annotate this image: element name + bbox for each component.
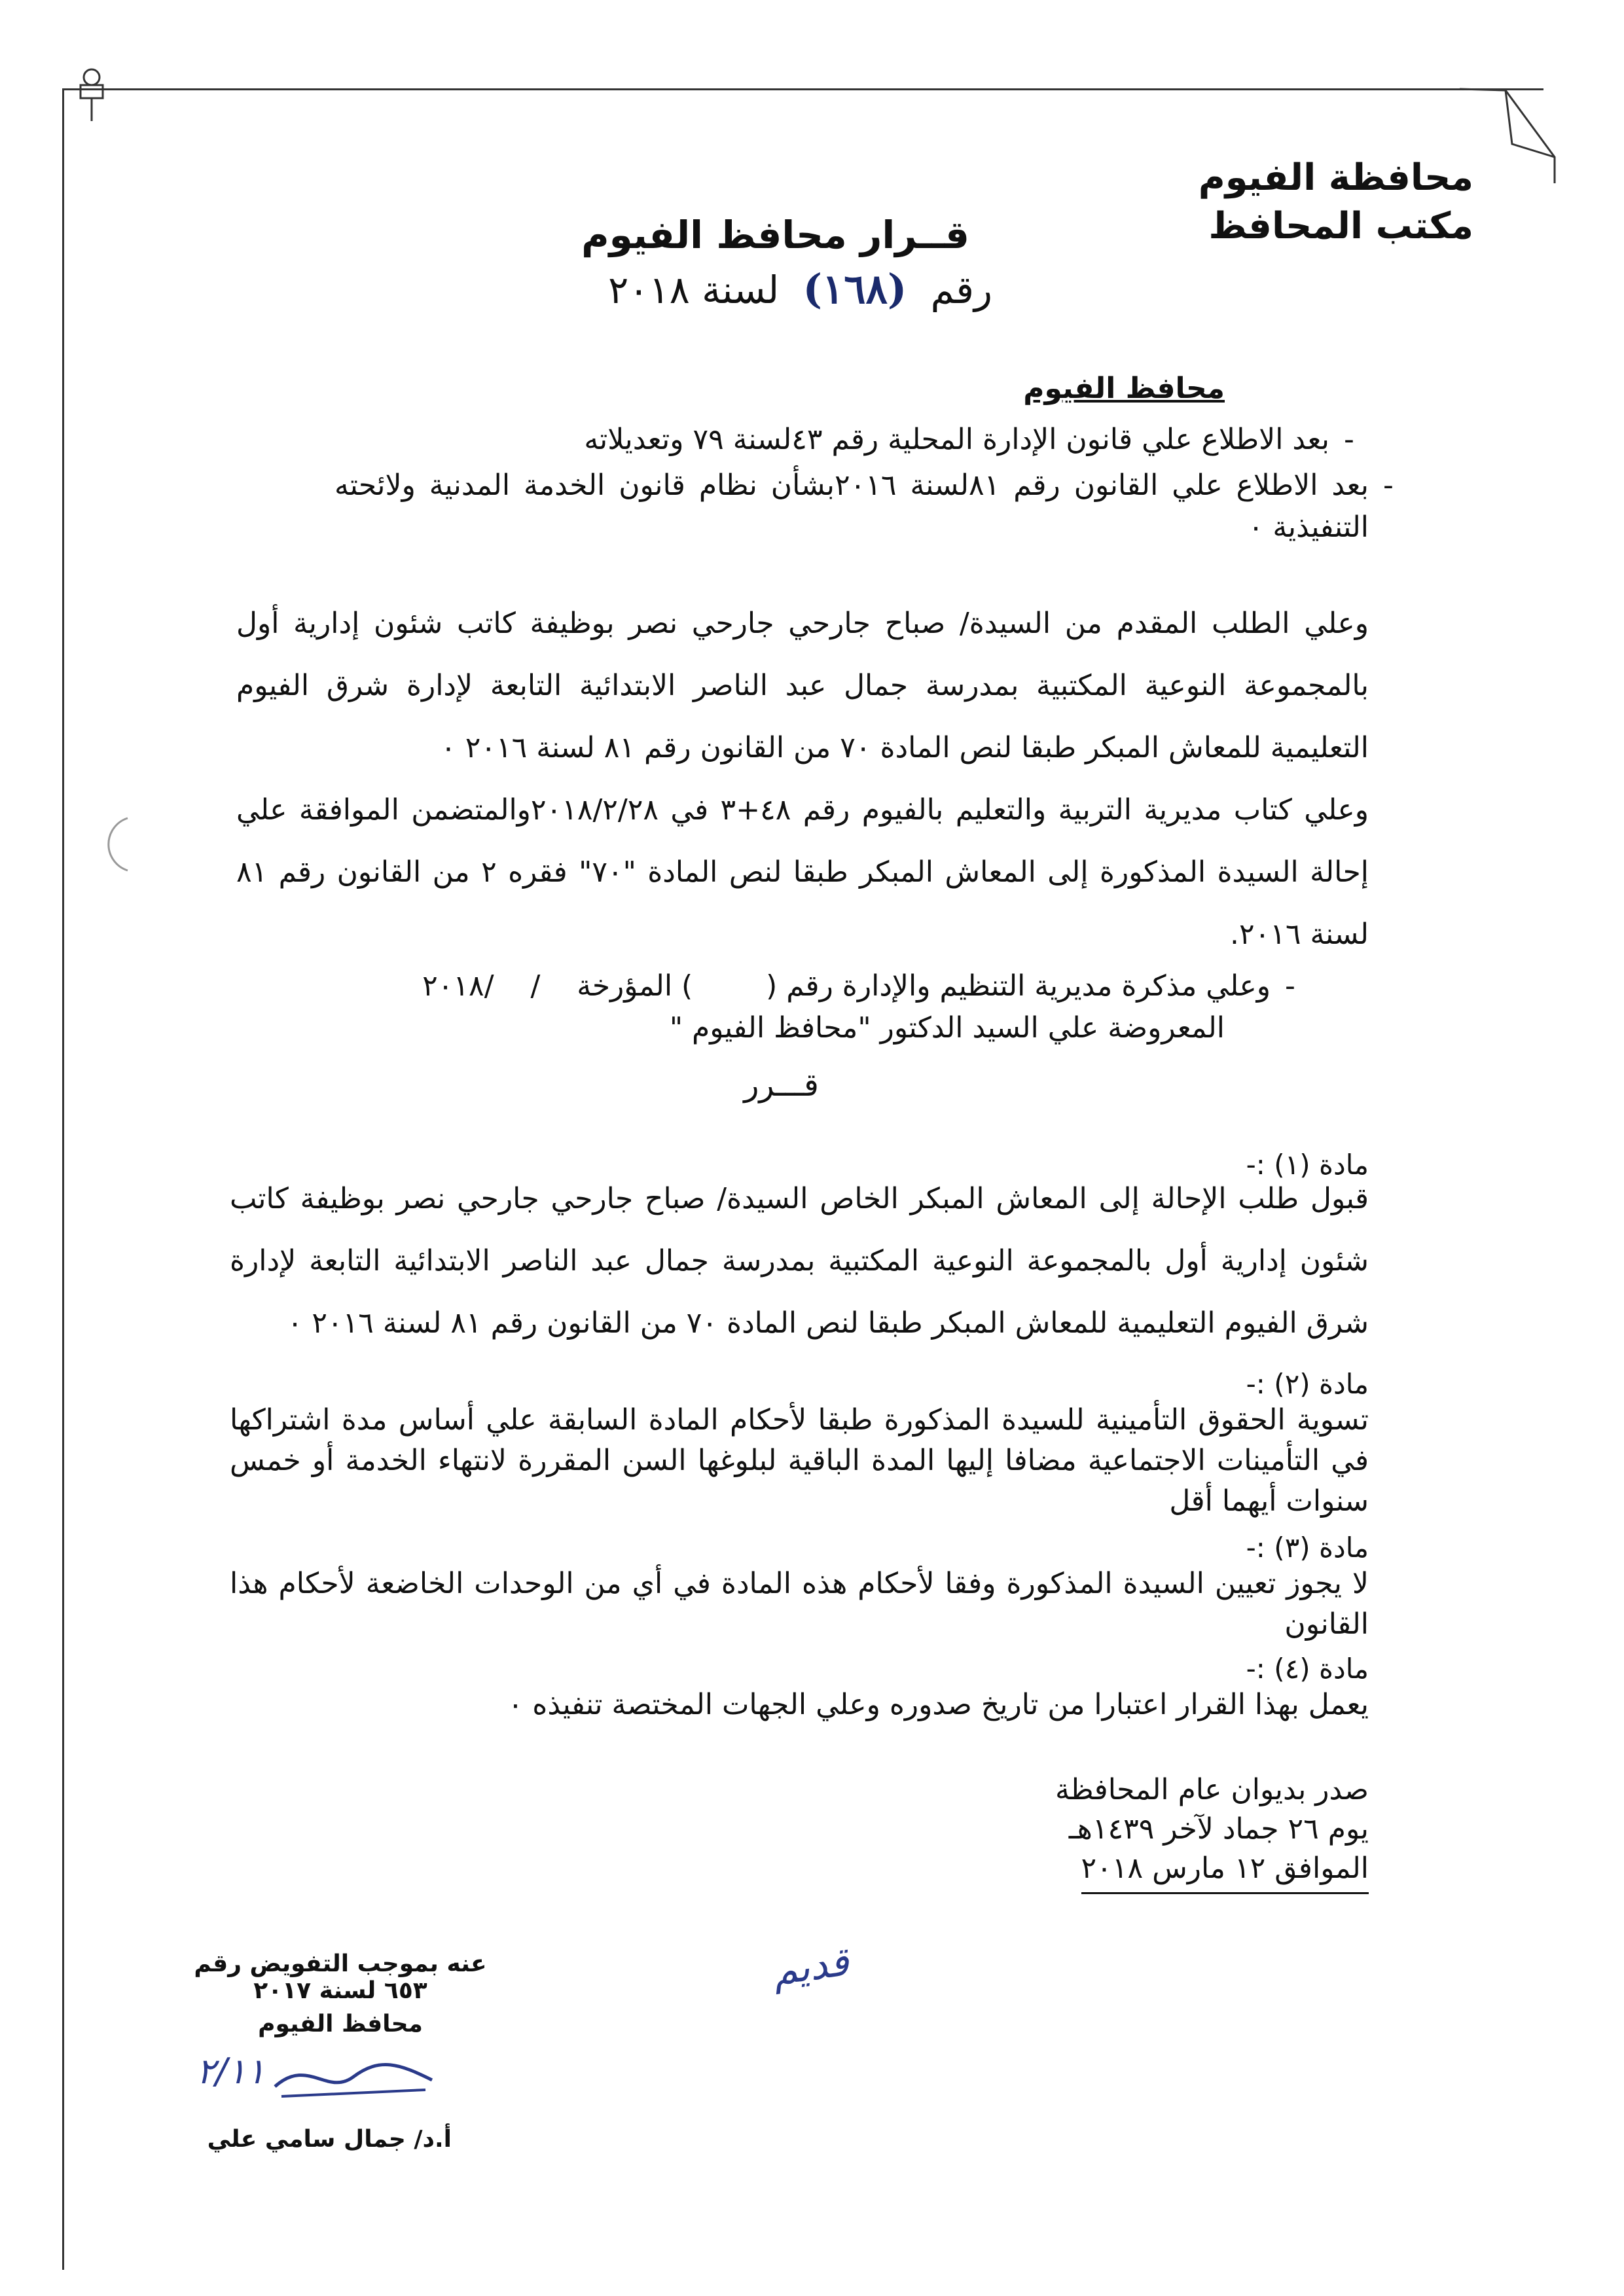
decision-number: (١٦٨) <box>803 265 907 313</box>
article-label: مادة (٣) :- <box>1246 1532 1369 1564</box>
article-label: مادة (٤) :- <box>1246 1653 1369 1685</box>
signature-area <box>170 2037 511 2109</box>
punch-hole-icon <box>82 815 134 874</box>
preamble-item: - بعد الاطلاع علي قانون الإدارة المحلية رقم ٤٣لسنة ٧٩ وتعديلاته <box>223 419 1369 461</box>
preamble-item-text: بعد الاطلاع علي القانون رقم ٨١لسنة ٢٠١٦بشأن نظام قانون الخدمة المدنية ولائحته التنفيذية ٠ <box>334 469 1369 544</box>
article-label: مادة (٢) :- <box>1246 1368 1369 1400</box>
decision-number-line <box>608 265 992 313</box>
article-1 <box>230 1149 1369 1354</box>
memo-line1: وعلي مذكرة مديرية التنظيم والإدارة رقم ( ) المؤرخة / /٢٠١٨ <box>422 969 1271 1003</box>
article-label: مادة (١) :- <box>1246 1149 1369 1181</box>
signature-mark <box>268 2051 439 2103</box>
issuance-line3: الموافق ١٢ مارس ٢٠١٨ <box>1081 1849 1369 1894</box>
authority-line1: محافظة الفيوم <box>1198 156 1473 199</box>
memo-item: - وعلي مذكرة مديرية التنظيم والإدارة رقم ( ) المؤرخة / /٢٠١٨ <box>289 965 1310 1007</box>
number-prefix: رقم <box>930 268 992 312</box>
article-3 <box>230 1532 1369 1645</box>
paragraph-request: وعلي الطلب المقدم من السيدة/ صباح جارحي جارحي نصر بوظيفة كاتب شئون إدارية أول بالمجموعة النوعية المكتبية بمدرسة جمال عبد الناصر الابتدائية التابعة لإدارة شرق الفيوم التعليمية للمعاش المبكر طبقا لنص المادة ٧٠ من القانون رقم ٨١ لسنة ٢٠١٦ ٠ <box>236 607 1369 764</box>
authority-line2: مكتب المحافظ <box>1208 205 1473 247</box>
signatory-name: أ.د/ جمال سامي علي <box>207 2126 452 2153</box>
issuance-block <box>1055 1770 1369 1894</box>
folded-corner <box>1460 85 1558 183</box>
handwritten-note: قديم <box>769 1939 852 1995</box>
decision-title: قــرار محافظ الفيوم <box>581 213 969 257</box>
issuance-line2: يوم ٢٦ جماد لآخر ١٤٣٩هـ <box>1068 1812 1369 1846</box>
signatory-block <box>170 1950 511 2153</box>
article-text: تسوية الحقوق التأمينية للسيدة المذكورة طبقا لأحكام المادة السابقة علي أساس مدة اشتراكها في التأمينات الاجتماعية مضافا إليها المدة الباقية لبلوغها السن المقررة لانتهاء الخدمة أو خمس سنوات أيهما أقل <box>230 1403 1369 1518</box>
preamble-item-text: بعد الاطلاع علي قانون الإدارة المحلية رقم ٤٣لسنة ٧٩ وتعديلاته <box>584 423 1329 456</box>
article-4 <box>230 1653 1369 1725</box>
memo-line2: المعروضة علي السيد الدكتور "محافظ الفيوم " <box>669 1011 1225 1045</box>
delegation-line: عنه بموجب التفويض رقم ٦٥٣ لسنة ٢٠١٧ <box>194 1950 487 2004</box>
preamble-heading: محافظ الفيوم <box>1023 372 1225 405</box>
number-suffix: لسنة ٢٠١٨ <box>608 268 780 312</box>
issuance-line1: صدر بديوان عام المحافظة <box>1055 1773 1369 1806</box>
decides-heading: قـــرر <box>744 1067 819 1103</box>
paragraph-directorate-letter: وعلي كتاب مديرية التربية والتعليم بالفيوم رقم ٤٨+٣ في ٢٠١٨/٢/٢٨والمتضمن الموافقة علي إحالة السيدة المذكورة إلى المعاش المبكر طبقا لنص المادة "٧٠" فقره ٢ من القانون رقم ٨١ لسنة ٢٠١٦. <box>236 793 1369 951</box>
handwritten-date: ٢/١١ <box>196 2051 266 2092</box>
issuing-authority <box>1199 154 1473 251</box>
article-text: يعمل بهذا القرار اعتبارا من تاريخ صدوره وعلي الجهات المختصة تنفيذه ٠ <box>507 1688 1369 1721</box>
signatory-title: محافظ الفيوم <box>258 2011 423 2037</box>
article-2 <box>230 1368 1369 1522</box>
preamble-item: - بعد الاطلاع علي القانون رقم ٨١لسنة ٢٠١٦بشأن نظام قانون الخدمة المدنية ولائحته التنفيذية ٠ <box>334 465 1408 548</box>
article-text: قبول طلب الإحالة إلى المعاش المبكر الخاص السيدة/ صباح جارحي جارحي نصر بوظيفة كاتب شئون إدارية أول بالمجموعة النوعية المكتبية بمدرسة جمال عبد الناصر الابتدائية التابعة لإدارة شرق الفيوم التعليمية للمعاش المبكر طبقا لنص المادة ٧٠ من القانون رقم ٨١ لسنة ٢٠١٦ ٠ <box>230 1182 1369 1340</box>
article-text: لا يجوز تعيين السيدة المذكورة وفقا لأحكام هذه المادة في أي من الوحدات الخاضعة لأحكام هذا القانون <box>230 1567 1369 1641</box>
staple-pin-icon <box>69 65 115 124</box>
